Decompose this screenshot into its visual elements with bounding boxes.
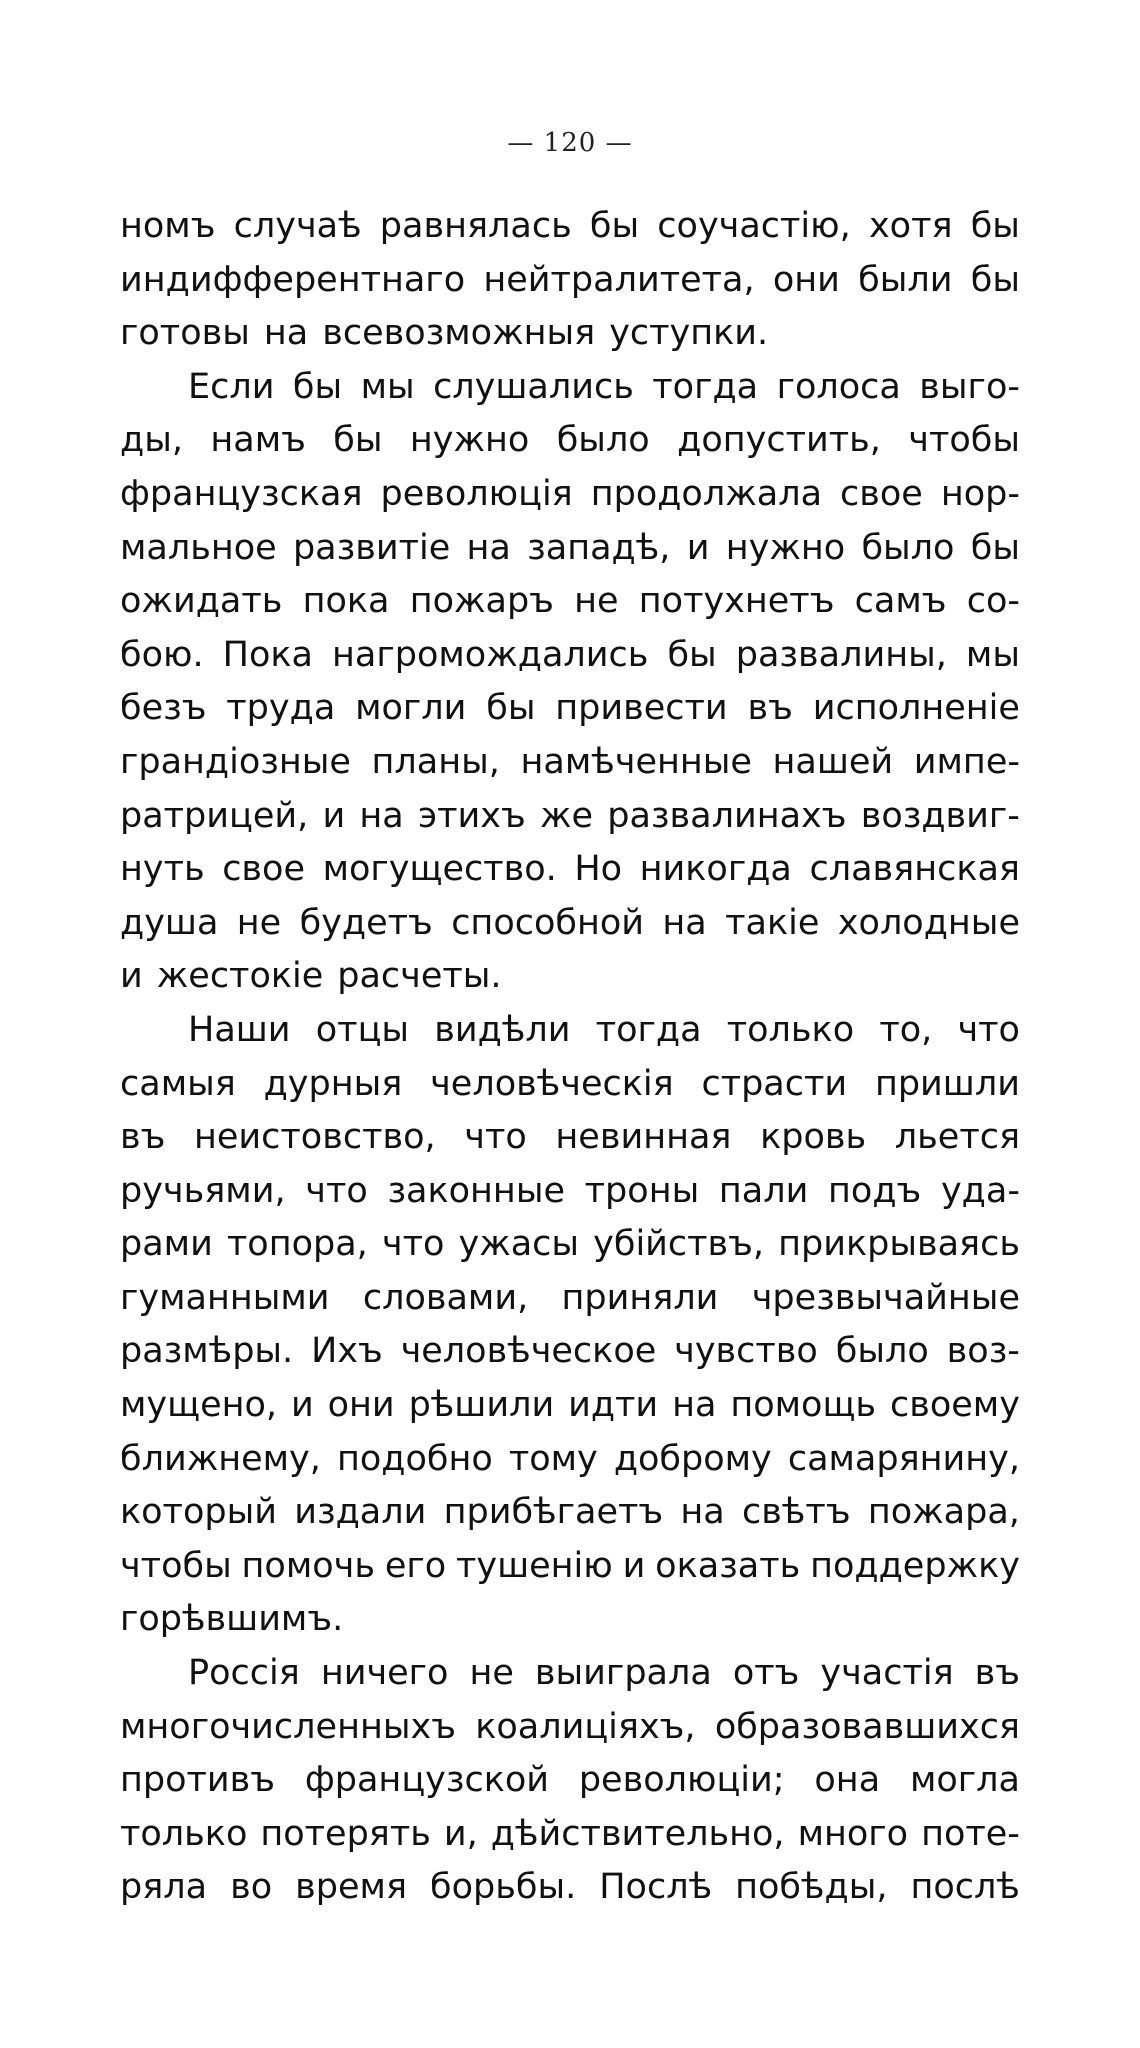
word: номъ	[120, 206, 216, 246]
word: коалиціяхъ,	[475, 1706, 696, 1747]
word: отъ	[732, 1653, 800, 1694]
word: своему	[889, 1385, 1020, 1426]
word: человѣческія	[430, 1063, 674, 1104]
word: на	[466, 527, 511, 568]
word: на	[662, 902, 707, 943]
word: было	[861, 527, 955, 568]
word: уда-	[940, 1170, 1020, 1211]
word: труда	[226, 688, 336, 729]
word: тому	[508, 1438, 598, 1479]
word: невинная	[555, 1117, 732, 1158]
text-line	[120, 1111, 1020, 1165]
word: его	[384, 1545, 447, 1586]
word: этихъ	[417, 795, 526, 836]
text-line	[120, 1701, 1020, 1755]
word: нагромождались	[332, 634, 649, 675]
word: поте-	[921, 1813, 1020, 1854]
word: и	[622, 1545, 646, 1586]
word: развитіе	[292, 527, 451, 568]
word: на	[680, 1492, 725, 1533]
word: исполненіе	[812, 688, 1020, 729]
word: расчеты.	[337, 956, 502, 997]
word: подъ	[828, 1170, 922, 1211]
text-line	[120, 468, 1020, 522]
word: потухнетъ	[638, 581, 835, 622]
text-line	[120, 736, 1020, 790]
word: Но	[574, 849, 623, 890]
word: не	[574, 581, 619, 622]
word: нужно	[409, 420, 530, 461]
text-line	[120, 1861, 1020, 1915]
word: въ	[120, 1117, 166, 1158]
word: прибѣгаетъ	[443, 1492, 664, 1533]
word: во	[230, 1867, 273, 1908]
word: помочь	[241, 1545, 375, 1586]
text-line	[120, 897, 1020, 951]
word: словами,	[362, 1277, 529, 1318]
word: нор-	[940, 473, 1020, 514]
text-line	[120, 1058, 1020, 1112]
word: что	[381, 1224, 445, 1265]
word: льется	[894, 1117, 1020, 1158]
word: случаѣ	[233, 206, 362, 246]
word: привести	[555, 688, 728, 729]
text-line	[120, 200, 1020, 254]
word: революціи;	[578, 1760, 785, 1801]
word: намѣченные	[520, 741, 752, 782]
word: издали	[294, 1492, 427, 1533]
word: бы	[292, 366, 343, 407]
word: грандіозные	[120, 741, 351, 782]
word: ды,	[120, 420, 183, 461]
word: и	[686, 527, 710, 568]
word: то,	[879, 1009, 933, 1050]
word: идти	[568, 1385, 659, 1426]
word: продолжала	[590, 473, 823, 514]
word: бы	[333, 420, 383, 461]
word: что	[957, 1009, 1020, 1050]
word: чтобы	[908, 420, 1020, 461]
text-line	[120, 522, 1020, 576]
text-line	[120, 1272, 1020, 1326]
word: тушенію	[456, 1545, 613, 1586]
word: и	[322, 795, 346, 836]
word: нужно	[725, 527, 846, 568]
body-text	[120, 200, 1020, 1915]
word: троны	[584, 1170, 700, 1211]
word: воздвиг-	[860, 795, 1020, 836]
word: чрезвычайные	[751, 1277, 1020, 1318]
word: что	[464, 1117, 527, 1158]
word: бы	[667, 634, 717, 675]
text-line	[120, 307, 1020, 361]
word: голоса	[776, 366, 901, 407]
word: только	[120, 1813, 248, 1854]
word: слушались	[433, 366, 634, 407]
word: размѣры.	[120, 1331, 294, 1372]
word: чтобы	[120, 1545, 232, 1586]
word: въ	[974, 1653, 1020, 1694]
word: западѣ,	[527, 527, 671, 568]
word: индифферентнаго	[120, 259, 466, 300]
word: участія	[820, 1653, 954, 1694]
word: импе-	[913, 741, 1020, 782]
word: что	[305, 1170, 368, 1211]
word: помощь	[730, 1385, 877, 1426]
word: могла	[909, 1760, 1020, 1801]
word: уступки.	[609, 313, 769, 354]
word: французская	[120, 473, 363, 514]
word: соучастію,	[657, 206, 851, 246]
word: всевозможныя	[322, 313, 596, 354]
word: отцы	[315, 1009, 410, 1050]
word: образовавшихся	[714, 1706, 1020, 1747]
word: со-	[966, 581, 1020, 622]
word: дѣйствительно,	[490, 1813, 785, 1854]
word: планы,	[371, 741, 500, 782]
text-line	[120, 1540, 1020, 1594]
word: ручьями,	[120, 1170, 286, 1211]
word: на	[672, 1385, 717, 1426]
word: тогда	[595, 1009, 702, 1050]
word: бы	[970, 259, 1020, 300]
word: выго-	[919, 366, 1020, 407]
word: было	[556, 420, 650, 461]
word: мальное	[120, 527, 277, 568]
word: могущество.	[322, 849, 557, 890]
word: же	[539, 795, 594, 836]
word: борьбы.	[430, 1867, 577, 1908]
word: кровь	[760, 1117, 867, 1158]
word: рами	[120, 1224, 213, 1265]
word: и,	[443, 1813, 478, 1854]
word: поддержку	[810, 1545, 1020, 1586]
word: холодные	[837, 902, 1020, 943]
word: развалинахъ	[607, 795, 847, 836]
word: въ	[747, 688, 793, 729]
word: на	[263, 313, 309, 354]
word: чувство	[674, 1331, 818, 1372]
word: бы	[589, 206, 640, 246]
word: противъ	[120, 1760, 276, 1801]
word: жестокіе	[156, 956, 324, 997]
word: пожаръ	[409, 581, 554, 622]
word: не	[236, 902, 282, 943]
word: гуманными	[120, 1277, 330, 1318]
word: тогда	[652, 366, 759, 407]
word: ратрицей,	[120, 795, 309, 836]
word: такіе	[725, 902, 820, 943]
text-line	[120, 1218, 1020, 1272]
text-line	[120, 575, 1020, 629]
word: пали	[718, 1170, 809, 1211]
word: безъ	[120, 688, 207, 729]
word: мущено,	[120, 1385, 278, 1426]
word: французской	[304, 1760, 550, 1801]
word: много	[797, 1813, 909, 1854]
word: пожара,	[867, 1492, 1020, 1533]
word: топора,	[226, 1224, 368, 1265]
word: самыя	[120, 1063, 236, 1104]
word: могли	[355, 688, 467, 729]
word: самъ	[854, 581, 947, 622]
word: пока	[302, 581, 390, 622]
word: Наши	[188, 1009, 291, 1050]
word: намъ	[210, 420, 306, 461]
word: душа	[120, 902, 219, 943]
word: доброму	[613, 1438, 772, 1479]
text-line	[120, 1165, 1020, 1219]
text-line	[120, 1433, 1020, 1487]
word: свое	[840, 473, 923, 514]
word: неистовство,	[194, 1117, 436, 1158]
word: страсти	[701, 1063, 848, 1104]
text-line	[120, 1593, 1020, 1647]
word: подобно	[336, 1438, 493, 1479]
word: они	[772, 259, 840, 300]
word: бы	[486, 688, 536, 729]
text-line	[120, 1379, 1020, 1433]
word: воз-	[946, 1331, 1020, 1372]
word: законные	[387, 1170, 565, 1211]
word: потерять	[260, 1813, 431, 1854]
text-line	[120, 843, 1020, 897]
word: время	[295, 1867, 408, 1908]
text-line	[120, 1004, 1020, 1058]
word: ряла	[120, 1867, 208, 1908]
word: развалины,	[735, 634, 947, 675]
text-line	[120, 361, 1020, 415]
word: прикрываясь	[778, 1224, 1020, 1265]
word: рѣшили	[408, 1385, 555, 1426]
word: ужасы	[458, 1224, 580, 1265]
word: Ихъ	[311, 1331, 383, 1372]
word: только	[726, 1009, 855, 1050]
text-line	[120, 1754, 1020, 1808]
text-line	[120, 1325, 1020, 1379]
word: будетъ	[299, 902, 433, 943]
word: бы	[970, 527, 1020, 568]
word: ничего	[320, 1653, 449, 1694]
word: который	[120, 1492, 277, 1533]
word: были	[858, 259, 953, 300]
word: они	[327, 1385, 395, 1426]
text-line	[120, 682, 1020, 736]
word: самарянину,	[787, 1438, 1020, 1479]
word: славянская	[809, 849, 1020, 890]
text-line	[120, 1486, 1020, 1540]
word: допустить,	[677, 420, 881, 461]
word: оказать	[655, 1545, 801, 1586]
word: нашей	[772, 741, 894, 782]
word: человѣческое	[400, 1331, 657, 1372]
text-line	[120, 254, 1020, 308]
word: мы	[965, 634, 1020, 675]
word: хотя	[868, 206, 953, 246]
word: пришли	[874, 1063, 1020, 1104]
word: свое	[222, 849, 306, 890]
text-line	[120, 790, 1020, 844]
word: послѣ	[910, 1867, 1020, 1908]
word: свѣтъ	[742, 1492, 851, 1533]
word: было	[835, 1331, 929, 1372]
word: Послѣ	[599, 1867, 713, 1908]
word: способной	[451, 902, 645, 943]
word: видѣли	[434, 1009, 571, 1050]
word: и	[290, 1385, 314, 1426]
text-line	[120, 1647, 1020, 1701]
word: и	[120, 956, 143, 997]
text-line	[120, 950, 1020, 1004]
word: горѣвшимъ.	[120, 1599, 344, 1640]
word: ближнему,	[120, 1438, 321, 1479]
word: многочисленныхъ	[120, 1706, 456, 1747]
word: никогда	[639, 849, 792, 890]
word: побѣды,	[735, 1867, 888, 1908]
word: бы	[970, 206, 1020, 246]
word: она	[814, 1760, 881, 1801]
word: приняли	[561, 1277, 719, 1318]
word: нуть	[120, 849, 205, 890]
word: мы	[360, 366, 415, 407]
word: Если	[188, 366, 275, 407]
text-line	[120, 414, 1020, 468]
word: на	[359, 795, 404, 836]
word: бою.	[120, 634, 204, 675]
page-number: — 120 —	[507, 128, 633, 158]
word: ожидать	[120, 581, 283, 622]
text-line	[120, 1808, 1020, 1862]
word: выиграла	[534, 1653, 712, 1694]
word: не	[469, 1653, 514, 1694]
word: Пока	[222, 634, 313, 675]
word: Россія	[188, 1653, 300, 1694]
text-line	[120, 629, 1020, 683]
word: нейтралитета,	[483, 259, 755, 300]
word: революція	[380, 473, 573, 514]
word: дурныя	[263, 1063, 403, 1104]
word: готовы	[120, 313, 250, 354]
word: равнялась	[379, 206, 572, 246]
word: убійствъ,	[593, 1224, 765, 1265]
